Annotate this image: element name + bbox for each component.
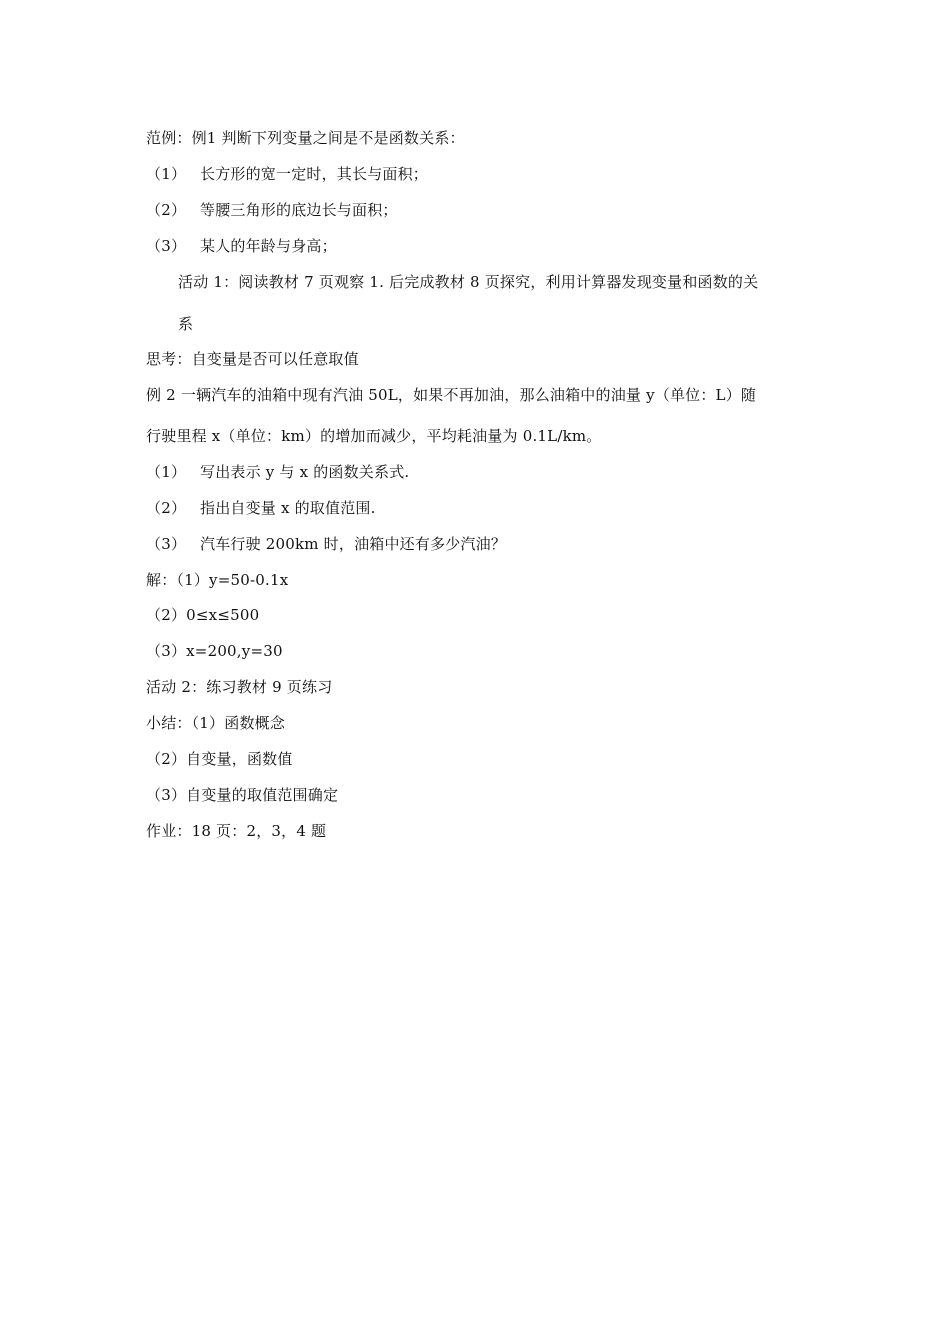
example2-item bbox=[146, 462, 409, 482]
item-text: 汽车行驶 200km 时，油箱中还有多少汽油？ bbox=[200, 535, 507, 553]
summary-line: （3）自变量的取值范围确定 bbox=[146, 786, 339, 804]
item-number: （1） bbox=[146, 165, 187, 183]
activity1-line2: 系 bbox=[178, 315, 194, 333]
item-number: （3） bbox=[146, 535, 187, 553]
item-text: 指出自变量 x 的取值范围. bbox=[200, 499, 376, 517]
item-text: 写出表示 y 与 x 的函数关系式. bbox=[200, 463, 410, 481]
activity1-line1: 活动 1：阅读教材 7 页观察 1. 后完成教材 8 页探究，利用计算器发现变量和函数的关 bbox=[178, 273, 759, 291]
activity2-line: 活动 2：练习教材 9 页练习 bbox=[146, 678, 333, 696]
think-line: 思考：自变量是否可以任意取值 bbox=[146, 350, 359, 368]
example1-item bbox=[146, 200, 398, 220]
item-text: 等腰三角形的底边长与面积； bbox=[200, 201, 398, 219]
solution-line: （3）x=200,y=30 bbox=[146, 642, 283, 660]
item-text: 某人的年龄与身高； bbox=[200, 237, 337, 255]
item-number: （1） bbox=[146, 463, 187, 481]
item-number: （3） bbox=[146, 237, 187, 255]
example1-item bbox=[146, 164, 428, 184]
homework-line: 作业：18 页：2，3，4 题 bbox=[146, 822, 327, 840]
solution-line: 解：（1）y=50-0.1x bbox=[146, 571, 289, 589]
example2-line2: 行驶里程 x（单位：km）的增加而减少，平均耗油量为 0.1L/km。 bbox=[146, 427, 602, 445]
example2-line1: 例 2 一辆汽车的油箱中现有汽油 50L，如果不再加油，那么油箱中的油量 y（单位：L）随 bbox=[146, 386, 757, 404]
solution-line: （2）0≤x≤500 bbox=[146, 606, 260, 624]
example1-heading: 范例：例1 判断下列变量之间是不是函数关系： bbox=[146, 129, 465, 147]
item-text: 长方形的宽一定时，其长与面积； bbox=[200, 165, 429, 183]
summary-line: （2）自变量，函数值 bbox=[146, 750, 293, 768]
summary-line: 小结：（1）函数概念 bbox=[146, 714, 286, 732]
item-number: （2） bbox=[146, 201, 187, 219]
example1-item bbox=[146, 236, 337, 256]
example2-item bbox=[146, 534, 506, 554]
item-number: （2） bbox=[146, 499, 187, 517]
example2-item bbox=[146, 498, 376, 518]
